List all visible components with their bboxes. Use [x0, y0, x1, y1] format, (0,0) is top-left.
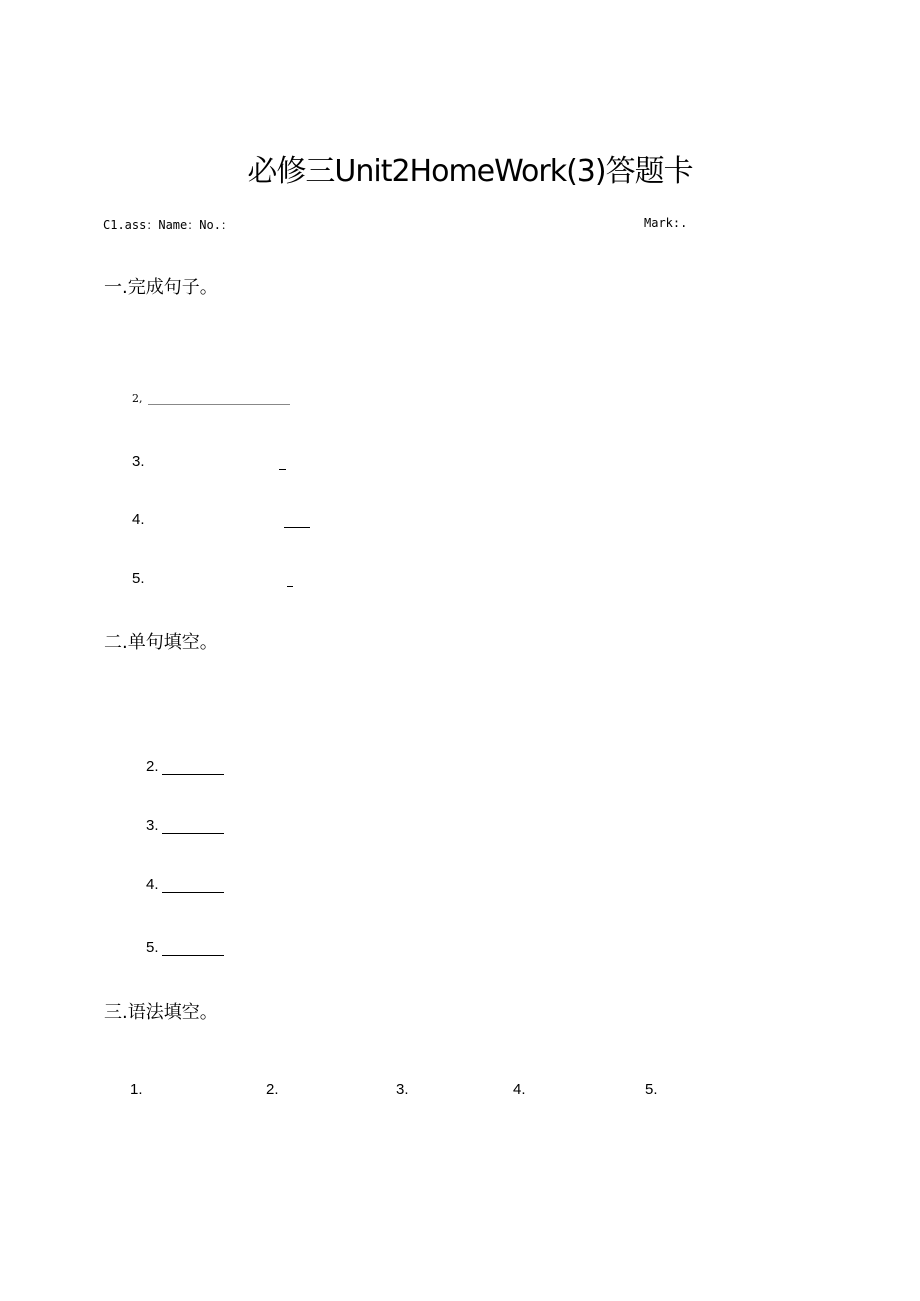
- completion-answer-line[interactable]: [287, 586, 293, 587]
- fill-blank-item-number: 2.: [146, 758, 159, 775]
- section-heading-grammar: 三.语法填空。: [104, 1002, 218, 1023]
- completion-item-number: 3.: [132, 453, 145, 470]
- fill-blank-answer-line[interactable]: [162, 892, 224, 893]
- fill-blank-item-number: 5.: [146, 939, 159, 956]
- section-heading-fill-blank: 二.单句填空。: [104, 632, 218, 653]
- student-info-label: C1.ass：Name：No.：: [103, 218, 233, 232]
- fill-blank-answer-line[interactable]: [162, 955, 224, 956]
- grammar-item-number: 3.: [396, 1081, 409, 1098]
- grammar-item-number: 5.: [645, 1081, 658, 1098]
- completion-item-number: 5.: [132, 570, 145, 587]
- mark-label: Mark:.: [644, 216, 688, 230]
- fill-blank-item-number: 3.: [146, 817, 159, 834]
- fill-blank-answer-line[interactable]: [162, 774, 224, 775]
- grammar-item-number: 2.: [266, 1081, 279, 1098]
- grammar-item-number: 1.: [130, 1081, 143, 1098]
- section-heading-completion: 一.完成句子。: [104, 277, 218, 298]
- page-title: 必修三Unit2HomeWork(3)答题卡: [247, 154, 693, 189]
- grammar-item-number: 4.: [513, 1081, 526, 1098]
- completion-item-number: 4.: [132, 511, 145, 528]
- fill-blank-answer-line[interactable]: [162, 833, 224, 834]
- completion-answer-line[interactable]: [279, 469, 286, 470]
- completion-answer-line[interactable]: [284, 527, 310, 528]
- completion-item-number: 2,: [132, 392, 143, 405]
- fill-blank-item-number: 4.: [146, 876, 159, 893]
- completion-answer-line[interactable]: [148, 404, 290, 405]
